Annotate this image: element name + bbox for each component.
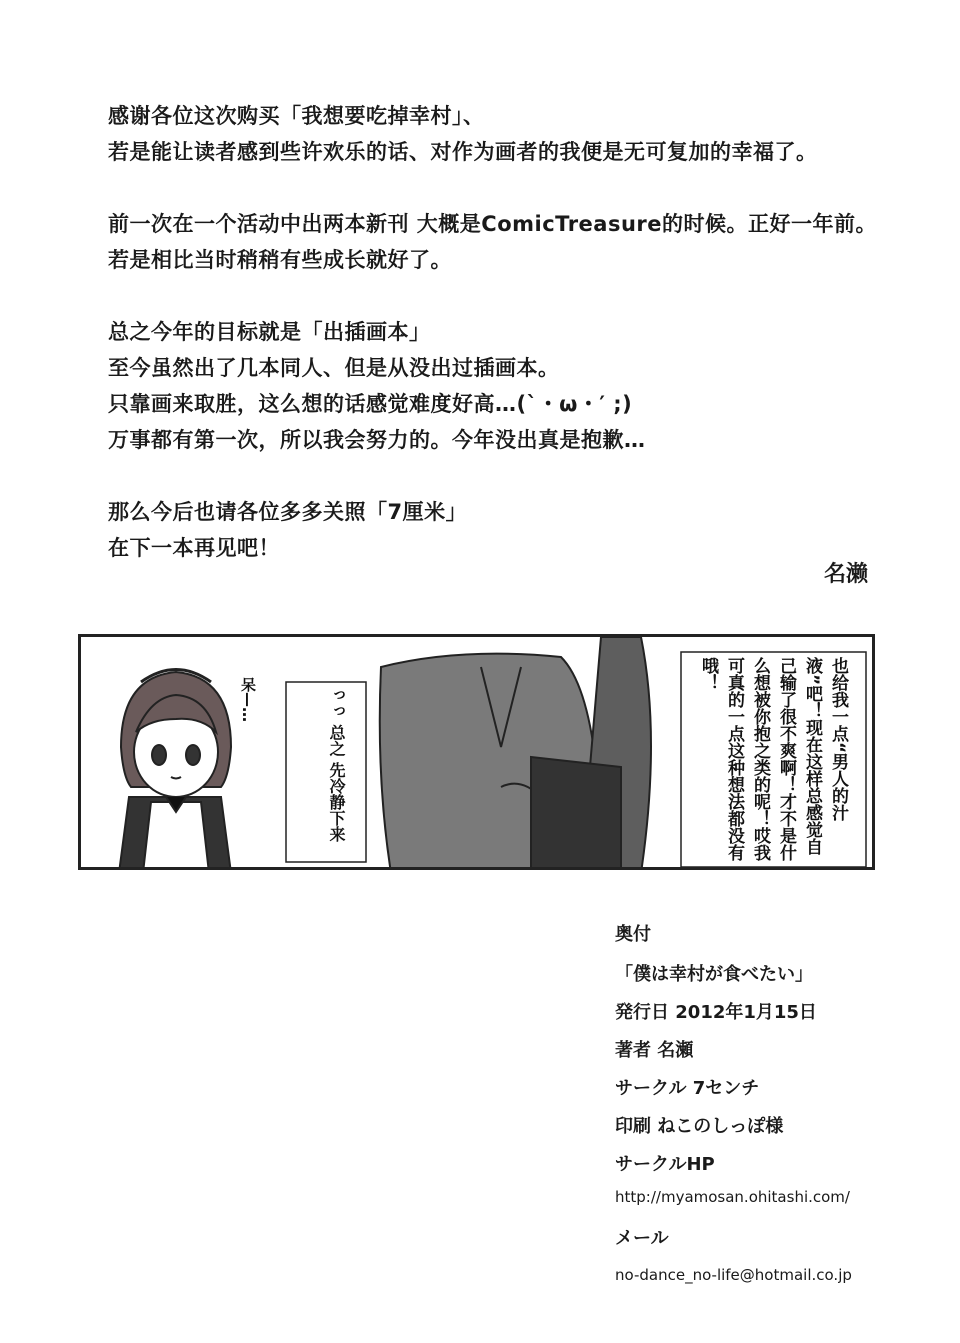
colophon-title: 「僕は幸村が食べたい」 [615,964,813,985]
colophon-heading: 奥付 [615,924,651,945]
colophon-hp-label: サークルHP [615,1154,715,1175]
afterword-line: 万事都有第一次，所以我会努力的。今年没出真是抱歉… [108,428,646,452]
colophon [615,920,935,1284]
afterword-line: 若是能让读者感到些许欢乐的话、对作为画者的我便是无可复加的幸福了。 [108,140,818,164]
colophon-author: 著者 名瀬 [615,1040,694,1061]
maid-girl-figure [119,670,231,871]
speech-text-left: っっ 总之 先冷静下来 [327,687,346,843]
colophon-hp-url[interactable]: http://myamosan.ohitashi.com/ [615,1188,850,1206]
afterword-line: 感谢各位这次购买「我想要吃掉幸村」、 [108,104,485,128]
paragraph-gap [108,458,888,494]
colophon-mail[interactable]: no-dance_no-life@hotmail.co.jp [615,1266,852,1284]
sfx-text: 呆—… [239,677,257,722]
afterword-line: 前一次在一个活动中出两本新刊 大概是ComicTreasure的时候。正好一年前。 [108,212,878,236]
paragraph-gap [108,278,888,314]
afterword-line: 只靠画来取胜，这么想的话感觉难度好高…(`・ω・′ ;) [108,392,633,416]
signature: 名濑 [823,562,868,587]
afterword [108,98,888,566]
afterword-line: 总之今年的目标就是「出插画本」 [108,320,431,344]
afterword-line: 至今虽然出了几本同人、但是从没出过插画本。 [108,356,560,380]
colophon-printer: 印刷 ねこのしっぽ様 [615,1116,784,1137]
afterword-line: 若是相比当时稍稍有些成长就好了。 [108,248,452,272]
comic-panel [78,634,875,870]
colophon-date: 発行日 2012年1月15日 [615,1002,817,1023]
afterword-line: 在下一本再见吧！ [108,536,280,560]
afterword-line: 那么今后也请各位多多关照「7厘米」 [108,500,468,524]
colophon-circle: サークル 7センチ [615,1078,760,1099]
paragraph-gap [108,170,888,206]
colophon-mail-label: メール [615,1228,669,1249]
speech-text-right: 也给我一点“男人的汁液”吧！现在这样总感觉自己输了很不爽啊！才不是什么想被你抱之类的呢！哎我可真的一点这种想法都没有哦！ [698,657,848,861]
